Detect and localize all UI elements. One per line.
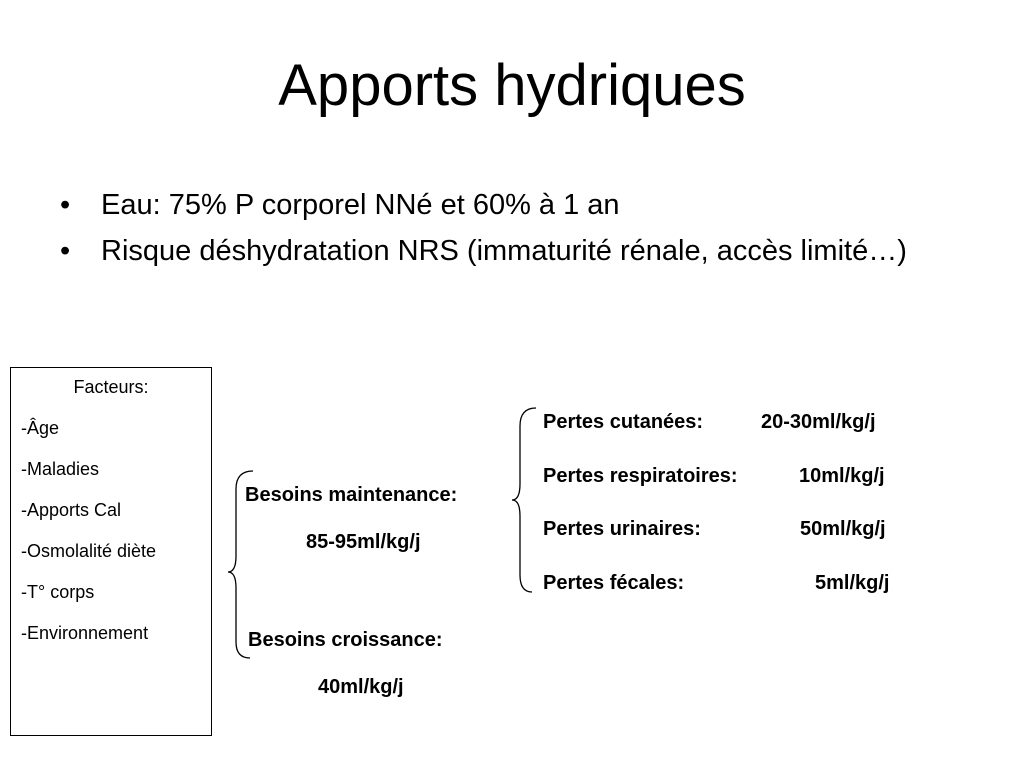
loss-label: Pertes fécales: bbox=[543, 572, 685, 594]
bullet-marker: • bbox=[60, 235, 71, 267]
loss-value: 5ml/kg/j bbox=[815, 572, 890, 594]
bullet-marker: • bbox=[60, 189, 71, 221]
factor-item: -T° corps bbox=[21, 582, 95, 602]
loss-value: 20-30ml/kg/j bbox=[761, 411, 876, 433]
right-curly-brace bbox=[512, 408, 536, 592]
bullet-text: Eau: 75% P corporel NNé et 60% à 1 an bbox=[101, 189, 620, 221]
loss-label: Pertes urinaires: bbox=[543, 518, 701, 540]
factors-title: Facteurs: bbox=[73, 377, 149, 397]
slide-title: Apports hydriques bbox=[278, 53, 746, 118]
loss-value: 10ml/kg/j bbox=[799, 465, 885, 487]
factor-item: -Maladies bbox=[21, 459, 100, 479]
factor-item: -Environnement bbox=[21, 623, 149, 643]
loss-label: Pertes respiratoires: bbox=[543, 465, 738, 487]
maintenance-value: 85-95ml/kg/j bbox=[306, 531, 421, 553]
loss-value: 50ml/kg/j bbox=[800, 518, 886, 540]
maintenance-label: Besoins maintenance: bbox=[245, 484, 458, 506]
factor-item: -Osmolalité diète bbox=[21, 541, 157, 561]
factor-item: -Âge bbox=[21, 418, 60, 438]
bullet-text: Risque déshydratation NRS (immaturité rénale, accès limité…) bbox=[101, 235, 907, 267]
factor-item: -Apports Cal bbox=[21, 500, 122, 520]
loss-label: Pertes cutanées: bbox=[543, 411, 704, 433]
growth-label: Besoins croissance: bbox=[248, 629, 443, 651]
growth-value: 40ml/kg/j bbox=[318, 676, 404, 698]
